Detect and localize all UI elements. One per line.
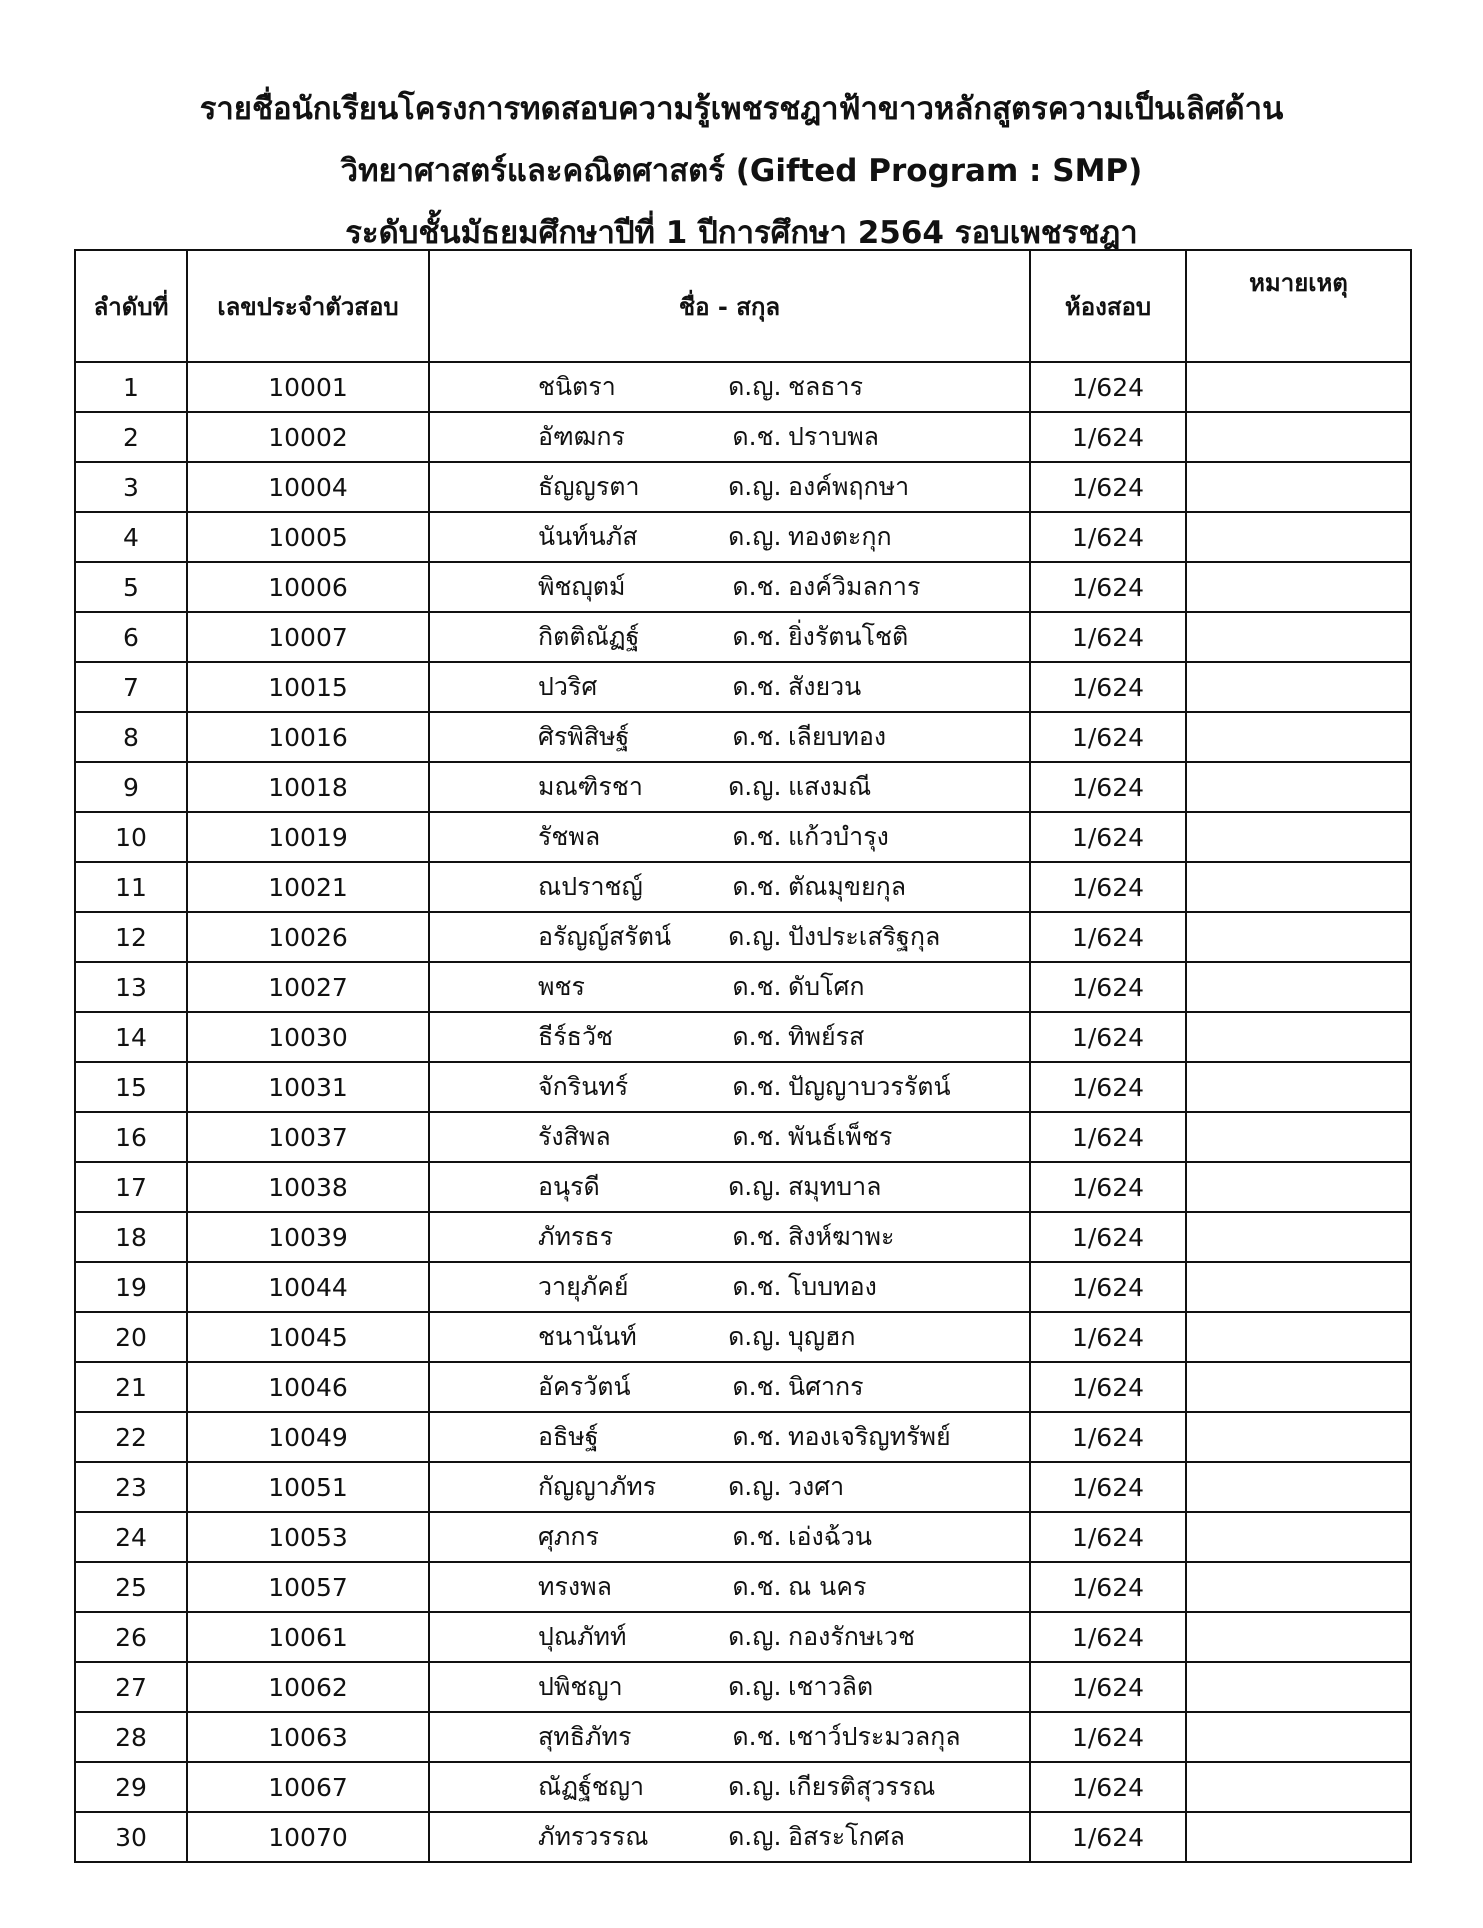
row-full-name (429, 962, 1030, 1012)
table-row (75, 812, 1411, 862)
row-remark (1186, 512, 1411, 562)
given-name: อัฑฒกร (538, 422, 625, 451)
row-remark (1186, 1312, 1411, 1362)
title-line-1: รายชื่อนักเรียนโครงการทดสอบความรู้เพชรชฎาฟ้าขาวหลักสูตรความเป็นเลิศด้าน (199, 91, 1284, 127)
table-row (75, 512, 1411, 562)
given-name: จักรินทร์ (538, 1072, 629, 1101)
row-exam-id: 10053 (187, 1512, 429, 1562)
given-name: ทรงพล (538, 1572, 612, 1601)
given-name: วายุภัคย์ (538, 1272, 629, 1301)
row-full-name (429, 1612, 1030, 1662)
row-room: 1/624 (1030, 1062, 1186, 1112)
surname: ณ นคร (788, 1572, 867, 1601)
given-name: ธัญญรตา (538, 472, 640, 501)
title-line-2: วิทยาศาสตร์และคณิตศาสตร์ (Gifted Program : SMP) (340, 153, 1143, 189)
row-seq: 15 (75, 1062, 187, 1112)
row-full-name (429, 1262, 1030, 1312)
row-full-name (429, 1462, 1030, 1512)
row-seq: 26 (75, 1612, 187, 1662)
row-exam-id: 10062 (187, 1662, 429, 1712)
surname: สิงห์ฆาพะ (788, 1222, 895, 1251)
surname: ชลธาร (788, 372, 864, 401)
table-row (75, 1662, 1411, 1712)
given-name: ปวริศ (538, 672, 598, 701)
row-room: 1/624 (1030, 1212, 1186, 1262)
row-remark (1186, 1762, 1411, 1812)
row-exam-id: 10049 (187, 1412, 429, 1462)
row-exam-id: 10030 (187, 1012, 429, 1062)
given-name: ปุณภัทท์ (538, 1622, 627, 1651)
given-name: อธิษฐ์ (538, 1422, 599, 1451)
name-prefix: ด.ญ. (728, 522, 782, 551)
row-room: 1/624 (1030, 462, 1186, 512)
name-prefix: ด.ญ. (728, 1472, 782, 1501)
table-row (75, 1412, 1411, 1462)
row-exam-id: 10006 (187, 562, 429, 612)
surname: กองรักษเวช (788, 1622, 915, 1651)
name-prefix: ด.ช. (732, 1522, 782, 1551)
row-seq: 6 (75, 612, 187, 662)
table-row (75, 1262, 1411, 1312)
surname: สังยวน (788, 672, 862, 701)
row-full-name (429, 762, 1030, 812)
row-room: 1/624 (1030, 1612, 1186, 1662)
table-header (75, 250, 1411, 362)
surname: ทองตะกุก (788, 522, 892, 551)
surname: นิศากร (788, 1372, 864, 1401)
table-row (75, 1812, 1411, 1862)
row-room: 1/624 (1030, 862, 1186, 912)
surname: ดับโศก (788, 972, 865, 1001)
given-name: ศุภกร (538, 1522, 599, 1551)
row-full-name (429, 462, 1030, 512)
row-room: 1/624 (1030, 612, 1186, 662)
row-seq: 20 (75, 1312, 187, 1362)
row-remark (1186, 1362, 1411, 1412)
row-full-name (429, 1162, 1030, 1212)
given-name: ชนานันท์ (538, 1322, 637, 1351)
table-row (75, 1362, 1411, 1412)
row-seq: 17 (75, 1162, 187, 1212)
given-name: อรัญญ์สรัตน์ (538, 922, 672, 951)
row-seq: 22 (75, 1412, 187, 1462)
row-full-name (429, 662, 1030, 712)
row-remark (1186, 1162, 1411, 1212)
name-prefix: ด.ช. (732, 1072, 782, 1101)
given-name: ณปราชญ์ (538, 872, 643, 901)
row-full-name (429, 1062, 1030, 1112)
name-prefix: ด.ช. (732, 872, 782, 901)
surname: อิสระโกศล (788, 1822, 905, 1851)
surname: บุญฮก (788, 1322, 856, 1351)
row-seq: 21 (75, 1362, 187, 1412)
surname: เลียบทอง (788, 722, 887, 751)
row-room: 1/624 (1030, 1512, 1186, 1562)
given-name: ปพิชญา (538, 1672, 623, 1701)
row-remark (1186, 412, 1411, 462)
name-prefix: ด.ญ. (728, 1172, 782, 1201)
row-exam-id: 10015 (187, 662, 429, 712)
row-room: 1/624 (1030, 912, 1186, 962)
given-name: พชร (538, 972, 585, 1001)
row-remark (1186, 1662, 1411, 1712)
surname: องค์วิมลการ (788, 572, 921, 601)
row-room: 1/624 (1030, 812, 1186, 862)
row-exam-id: 10063 (187, 1712, 429, 1762)
name-prefix: ด.ญ. (728, 772, 782, 801)
name-prefix: ด.ญ. (728, 1322, 782, 1351)
row-exam-id: 10057 (187, 1562, 429, 1612)
row-seq: 23 (75, 1462, 187, 1512)
name-prefix: ด.ช. (732, 1222, 782, 1251)
row-remark (1186, 1012, 1411, 1062)
table-row (75, 912, 1411, 962)
row-remark (1186, 1212, 1411, 1262)
row-full-name (429, 1012, 1030, 1062)
row-room: 1/624 (1030, 962, 1186, 1012)
row-remark (1186, 1462, 1411, 1512)
row-room: 1/624 (1030, 662, 1186, 712)
row-full-name (429, 612, 1030, 662)
row-room: 1/624 (1030, 712, 1186, 762)
table-row (75, 1212, 1411, 1262)
given-name: รัชพล (538, 822, 601, 851)
name-prefix: ด.ช. (732, 572, 782, 601)
row-seq: 30 (75, 1812, 187, 1862)
row-exam-id: 10067 (187, 1762, 429, 1812)
table-row (75, 612, 1411, 662)
given-name: กัญญาภัทร (538, 1472, 657, 1501)
name-prefix: ด.ช. (732, 422, 782, 451)
name-prefix: ด.ช. (732, 672, 782, 701)
surname: ปราบพล (788, 422, 880, 451)
row-room: 1/624 (1030, 1412, 1186, 1462)
row-full-name (429, 1762, 1030, 1812)
name-prefix: ด.ญ. (728, 1622, 782, 1651)
name-prefix: ด.ช. (732, 1372, 782, 1401)
given-name: ธีร์ธวัช (538, 1022, 613, 1051)
table-body (75, 362, 1411, 1862)
row-remark (1186, 662, 1411, 712)
table-row (75, 1512, 1411, 1562)
table-row (75, 462, 1411, 512)
title-line-3: ระดับชั้นมัธยมศึกษาปีที่ 1 ปีการศึกษา 2564 รอบเพชรชฎา (345, 215, 1138, 251)
table-row (75, 762, 1411, 812)
row-remark (1186, 1512, 1411, 1562)
row-room: 1/624 (1030, 1262, 1186, 1312)
row-remark (1186, 1112, 1411, 1162)
row-seq: 16 (75, 1112, 187, 1162)
row-exam-id: 10045 (187, 1312, 429, 1362)
row-full-name (429, 362, 1030, 412)
table-row (75, 1762, 1411, 1812)
name-prefix: ด.ช. (732, 622, 782, 651)
row-exam-id: 10001 (187, 362, 429, 412)
name-prefix: ด.ญ. (728, 1772, 782, 1801)
row-remark (1186, 1412, 1411, 1462)
row-full-name (429, 1412, 1030, 1462)
row-full-name (429, 812, 1030, 862)
header-remark: หมายเหตุ (1186, 250, 1411, 362)
row-seq: 7 (75, 662, 187, 712)
row-exam-id: 10044 (187, 1262, 429, 1312)
table-row (75, 662, 1411, 712)
name-prefix: ด.ช. (732, 822, 782, 851)
row-seq: 2 (75, 412, 187, 462)
row-full-name (429, 1812, 1030, 1862)
row-seq: 8 (75, 712, 187, 762)
row-room: 1/624 (1030, 1012, 1186, 1062)
row-seq: 13 (75, 962, 187, 1012)
surname: ปังประเสริฐกุล (788, 922, 941, 951)
row-remark (1186, 762, 1411, 812)
table-row (75, 1462, 1411, 1512)
row-room: 1/624 (1030, 1462, 1186, 1512)
document-title (0, 78, 1483, 264)
row-seq: 4 (75, 512, 187, 562)
row-seq: 27 (75, 1662, 187, 1712)
row-remark (1186, 812, 1411, 862)
row-seq: 3 (75, 462, 187, 512)
given-name: รังสิพล (538, 1122, 611, 1151)
row-room: 1/624 (1030, 1312, 1186, 1362)
surname: เชาวลิต (788, 1672, 874, 1701)
given-name: พิชญุตม์ (538, 572, 626, 601)
row-room: 1/624 (1030, 512, 1186, 562)
name-prefix: ด.ช. (732, 722, 782, 751)
row-exam-id: 10039 (187, 1212, 429, 1262)
table-row (75, 1312, 1411, 1362)
row-room: 1/624 (1030, 362, 1186, 412)
given-name: นันท์นภัส (538, 522, 638, 551)
row-room: 1/624 (1030, 1762, 1186, 1812)
surname: ยิ่งรัตนโชติ (788, 622, 909, 651)
row-seq: 1 (75, 362, 187, 412)
row-remark (1186, 1612, 1411, 1662)
given-name: ชนิตรา (538, 372, 616, 401)
row-full-name (429, 1712, 1030, 1762)
table-row (75, 362, 1411, 412)
header-row (75, 250, 1411, 362)
row-exam-id: 10026 (187, 912, 429, 962)
header-name: ชื่อ - สกุล (429, 250, 1030, 362)
name-prefix: ด.ช. (732, 1022, 782, 1051)
table-row (75, 562, 1411, 612)
row-full-name (429, 1662, 1030, 1712)
surname: เอ่งฉ้วน (788, 1522, 872, 1551)
row-remark (1186, 612, 1411, 662)
row-seq: 11 (75, 862, 187, 912)
name-prefix: ด.ญ. (728, 1822, 782, 1851)
row-seq: 12 (75, 912, 187, 962)
row-seq: 28 (75, 1712, 187, 1762)
given-name: ภัทรธร (538, 1222, 614, 1251)
row-room: 1/624 (1030, 762, 1186, 812)
row-room: 1/624 (1030, 1162, 1186, 1212)
row-seq: 14 (75, 1012, 187, 1062)
row-exam-id: 10016 (187, 712, 429, 762)
header-seq: ลำดับที่ (75, 250, 187, 362)
table-row (75, 1562, 1411, 1612)
name-prefix: ด.ช. (732, 1122, 782, 1151)
surname: ทิพย์รส (788, 1022, 865, 1051)
row-room: 1/624 (1030, 1562, 1186, 1612)
row-room: 1/624 (1030, 1662, 1186, 1712)
row-seq: 24 (75, 1512, 187, 1562)
table-row (75, 1062, 1411, 1112)
name-prefix: ด.ญ. (728, 472, 782, 501)
name-prefix: ด.ช. (732, 1722, 782, 1751)
surname: เชาว์ประมวลกุล (788, 1722, 961, 1751)
surname: เกียรติสุวรรณ (788, 1772, 936, 1801)
surname: สมุทบาล (788, 1172, 882, 1201)
name-prefix: ด.ญ. (728, 922, 782, 951)
row-exam-id: 10046 (187, 1362, 429, 1412)
row-remark (1186, 1812, 1411, 1862)
row-exam-id: 10005 (187, 512, 429, 562)
name-prefix: ด.ช. (732, 1272, 782, 1301)
row-exam-id: 10007 (187, 612, 429, 662)
given-name: มณฑิรชา (538, 772, 643, 801)
given-name: ณัฏฐ์ชญา (538, 1772, 645, 1801)
row-exam-id: 10019 (187, 812, 429, 862)
row-exam-id: 10061 (187, 1612, 429, 1662)
table-row (75, 862, 1411, 912)
surname: แก้วบำรุง (788, 822, 889, 851)
name-prefix: ด.ญ. (728, 1672, 782, 1701)
row-remark (1186, 912, 1411, 962)
row-room: 1/624 (1030, 1112, 1186, 1162)
given-name: กิตติณัฏฐ์ (538, 622, 640, 651)
row-exam-id: 10004 (187, 462, 429, 512)
row-exam-id: 10021 (187, 862, 429, 912)
row-room: 1/624 (1030, 1362, 1186, 1412)
row-remark (1186, 462, 1411, 512)
row-remark (1186, 1562, 1411, 1612)
row-room: 1/624 (1030, 562, 1186, 612)
row-remark (1186, 562, 1411, 612)
name-prefix: ด.ช. (732, 1572, 782, 1601)
row-full-name (429, 562, 1030, 612)
row-full-name (429, 1112, 1030, 1162)
row-full-name (429, 1362, 1030, 1412)
row-seq: 10 (75, 812, 187, 862)
row-seq: 9 (75, 762, 187, 812)
row-exam-id: 10027 (187, 962, 429, 1012)
surname: ตัณมุขยกุล (788, 872, 907, 901)
student-roster-table (74, 249, 1412, 1863)
header-exam-id: เลขประจำตัวสอบ (187, 250, 429, 362)
row-seq: 5 (75, 562, 187, 612)
table-row (75, 1712, 1411, 1762)
row-seq: 29 (75, 1762, 187, 1812)
row-full-name (429, 1312, 1030, 1362)
given-name: อัครวัตน์ (538, 1372, 631, 1401)
row-room: 1/624 (1030, 1712, 1186, 1762)
row-exam-id: 10031 (187, 1062, 429, 1112)
table-row (75, 1612, 1411, 1662)
name-prefix: ด.ญ. (728, 372, 782, 401)
surname: ทองเจริญทรัพย์ (788, 1422, 951, 1451)
surname: โบบทอง (788, 1272, 877, 1301)
surname: องค์พฤกษา (788, 472, 910, 501)
row-exam-id: 10038 (187, 1162, 429, 1212)
row-remark (1186, 962, 1411, 1012)
row-remark (1186, 362, 1411, 412)
table-row (75, 1012, 1411, 1062)
row-full-name (429, 412, 1030, 462)
header-room: ห้องสอบ (1030, 250, 1186, 362)
name-prefix: ด.ช. (732, 1422, 782, 1451)
name-prefix: ด.ช. (732, 972, 782, 1001)
surname: แสงมณี (788, 772, 872, 801)
row-seq: 19 (75, 1262, 187, 1312)
row-full-name (429, 1512, 1030, 1562)
row-seq: 18 (75, 1212, 187, 1262)
row-exam-id: 10070 (187, 1812, 429, 1862)
table-row (75, 412, 1411, 462)
row-exam-id: 10051 (187, 1462, 429, 1512)
row-exam-id: 10018 (187, 762, 429, 812)
given-name: ภัทรวรรณ (538, 1822, 649, 1851)
row-remark (1186, 1262, 1411, 1312)
row-full-name (429, 712, 1030, 762)
row-remark (1186, 1062, 1411, 1112)
row-full-name (429, 1212, 1030, 1262)
row-remark (1186, 712, 1411, 762)
row-remark (1186, 1712, 1411, 1762)
table-row (75, 1162, 1411, 1212)
row-exam-id: 10002 (187, 412, 429, 462)
row-remark (1186, 862, 1411, 912)
given-name: สุทธิภัทร (538, 1722, 632, 1751)
surname: พันธ์เพ็ชร (788, 1122, 893, 1151)
row-full-name (429, 912, 1030, 962)
table-row (75, 962, 1411, 1012)
row-full-name (429, 512, 1030, 562)
surname: ปัญญาบวรรัตน์ (788, 1072, 951, 1101)
given-name: ศิรพิสิษฐ์ (538, 722, 630, 751)
surname: วงศา (788, 1472, 845, 1501)
row-full-name (429, 862, 1030, 912)
row-seq: 25 (75, 1562, 187, 1612)
row-room: 1/624 (1030, 412, 1186, 462)
row-room: 1/624 (1030, 1812, 1186, 1862)
table-row (75, 712, 1411, 762)
row-exam-id: 10037 (187, 1112, 429, 1162)
table-row (75, 1112, 1411, 1162)
row-full-name (429, 1562, 1030, 1612)
given-name: อนุรดี (538, 1172, 600, 1201)
